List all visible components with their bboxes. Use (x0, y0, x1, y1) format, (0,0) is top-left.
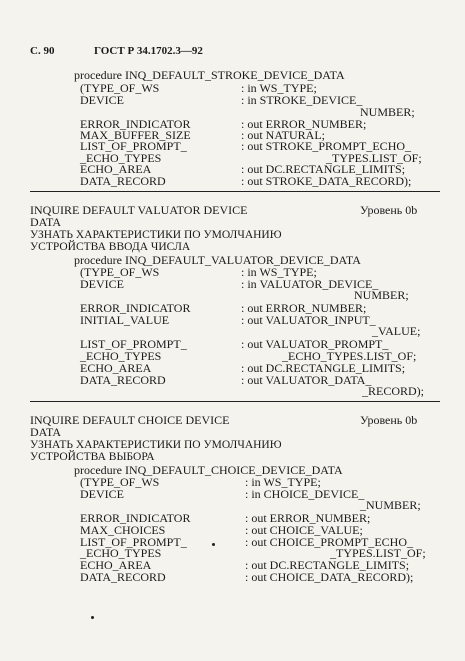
param-name: (TYPE_OF_WS (80, 81, 160, 95)
param-name: DATA_RECORD (80, 174, 166, 188)
param-name: (TYPE_OF_WS (80, 475, 160, 489)
param-decl: : out ERROR_NUMBER; (241, 301, 367, 315)
param-decl: : out ERROR_NUMBER; (241, 117, 367, 131)
param-name: LIST_OF_PROMPT_ (80, 535, 187, 549)
param-decl: : out DC.RECTANGLE_LIMITS; (241, 162, 406, 176)
param-decl: : out ERROR_NUMBER; (245, 511, 371, 525)
param-decl: : out DC.RECTANGLE_LIMITS; (245, 558, 410, 572)
param-decl: : out DC.RECTANGLE_LIMITS; (241, 361, 406, 375)
section-divider (30, 191, 440, 192)
param-decl: : out STROKE_PROMPT_ECHO_ (241, 139, 412, 153)
procedure-signature: procedure INQ_DEFAULT_VALUATOR_DEVICE_DATA (74, 253, 361, 267)
section-title-ru: УЗНАТЬ ХАРАКТЕРИСТИКИ ПО УМОЛЧАНИЮ (30, 229, 282, 241)
param-name: _ECHO_TYPES (80, 349, 162, 363)
param-name: _ECHO_TYPES (80, 546, 162, 560)
section-divider (30, 401, 440, 402)
param-name: DATA_RECORD (80, 373, 166, 387)
param-decl-continuation: _NUMBER; (360, 498, 421, 512)
param-name: ECHO_AREA (80, 162, 152, 176)
param-decl: : out CHOICE_PROMPT_ECHO_ (245, 535, 414, 549)
param-decl: : in WS_TYPE; (245, 475, 321, 489)
param-decl: : out CHOICE_VALUE; (245, 523, 363, 537)
level-label: Уровень 0b (360, 203, 418, 217)
param-decl-continuation: _RECORD); (362, 384, 425, 398)
param-name: DEVICE (80, 93, 124, 107)
section-title-ru-cont: УСТРОЙСТВА ВЫБОРА (30, 451, 155, 463)
param-name: ECHO_AREA (80, 558, 152, 572)
param-decl: : out VALUATOR_PROMPT_ (241, 337, 389, 351)
param-decl: : in STROKE_DEVICE_ (241, 93, 363, 107)
param-decl-continuation: _VALUE; (372, 324, 421, 338)
param-name: ERROR_INDICATOR (80, 117, 191, 131)
section-title-en-cont: DATA (30, 215, 62, 229)
param-decl: : out VALUATOR_DATA_ (241, 373, 372, 387)
param-name: DATA_RECORD (80, 570, 166, 584)
param-name: MAX_BUFFER_SIZE (80, 128, 191, 142)
param-decl: : out STROKE_DATA_RECORD); (241, 174, 412, 188)
param-decl: : in WS_TYPE; (241, 265, 317, 279)
procedure-signature: procedure INQ_DEFAULT_STROKE_DEVICE_DATA (74, 68, 345, 82)
section-title-en: INQUIRE DEFAULT CHOICE DEVICE (30, 413, 230, 427)
param-decl: : out CHOICE_DATA_RECORD); (245, 570, 414, 584)
param-decl-continuation: NUMBER; (360, 105, 415, 119)
section-title-en: INQUIRE DEFAULT VALUATOR DEVICE (30, 203, 248, 217)
param-decl: : out NATURAL; (241, 128, 325, 142)
param-name: ERROR_INDICATOR (80, 301, 191, 315)
standard-designation: ГОСТ Р 34.1702.3—92 (94, 45, 203, 57)
param-decl-continuation: _TYPES.LIST_OF; (330, 546, 426, 560)
param-name: (TYPE_OF_WS (80, 265, 160, 279)
scan-speck (91, 616, 94, 619)
param-decl: : out VALUATOR_INPUT_ (241, 313, 376, 327)
param-name: MAX_CHOICES (80, 523, 166, 537)
param-name: ECHO_AREA (80, 361, 152, 375)
page-number: С. 90 (30, 45, 55, 57)
param-name: LIST_OF_PROMPT_ (80, 337, 187, 351)
param-decl-continuation: NUMBER; (354, 288, 409, 302)
param-decl-continuation: _ECHO_TYPES.LIST_OF; (282, 349, 417, 363)
param-name: LIST_OF_PROMPT_ (80, 139, 187, 153)
param-decl: : in VALUATOR_DEVICE_ (241, 277, 379, 291)
level-label: Уровень 0b (360, 413, 418, 427)
section-title-ru: УЗНАТЬ ХАРАКТЕРИСТИКИ ПО УМОЛЧАНИЮ (30, 439, 282, 451)
scan-speck (212, 543, 215, 546)
procedure-signature: procedure INQ_DEFAULT_CHOICE_DEVICE_DATA (74, 463, 343, 477)
param-name: DEVICE (80, 487, 124, 501)
param-name: _ECHO_TYPES (80, 151, 162, 165)
param-name: DEVICE (80, 277, 124, 291)
param-decl: : in WS_TYPE; (241, 81, 317, 95)
param-name: INITIAL_VALUE (80, 313, 170, 327)
section-title-ru-cont: УСТРОЙСТВА ВВОДА ЧИСЛА (30, 241, 191, 253)
param-name: ERROR_INDICATOR (80, 511, 191, 525)
param-decl: : in CHOICE_DEVICE_ (245, 487, 365, 501)
param-decl-continuation: _TYPES.LIST_OF; (326, 151, 422, 165)
section-title-en-cont: DATA (30, 425, 62, 439)
